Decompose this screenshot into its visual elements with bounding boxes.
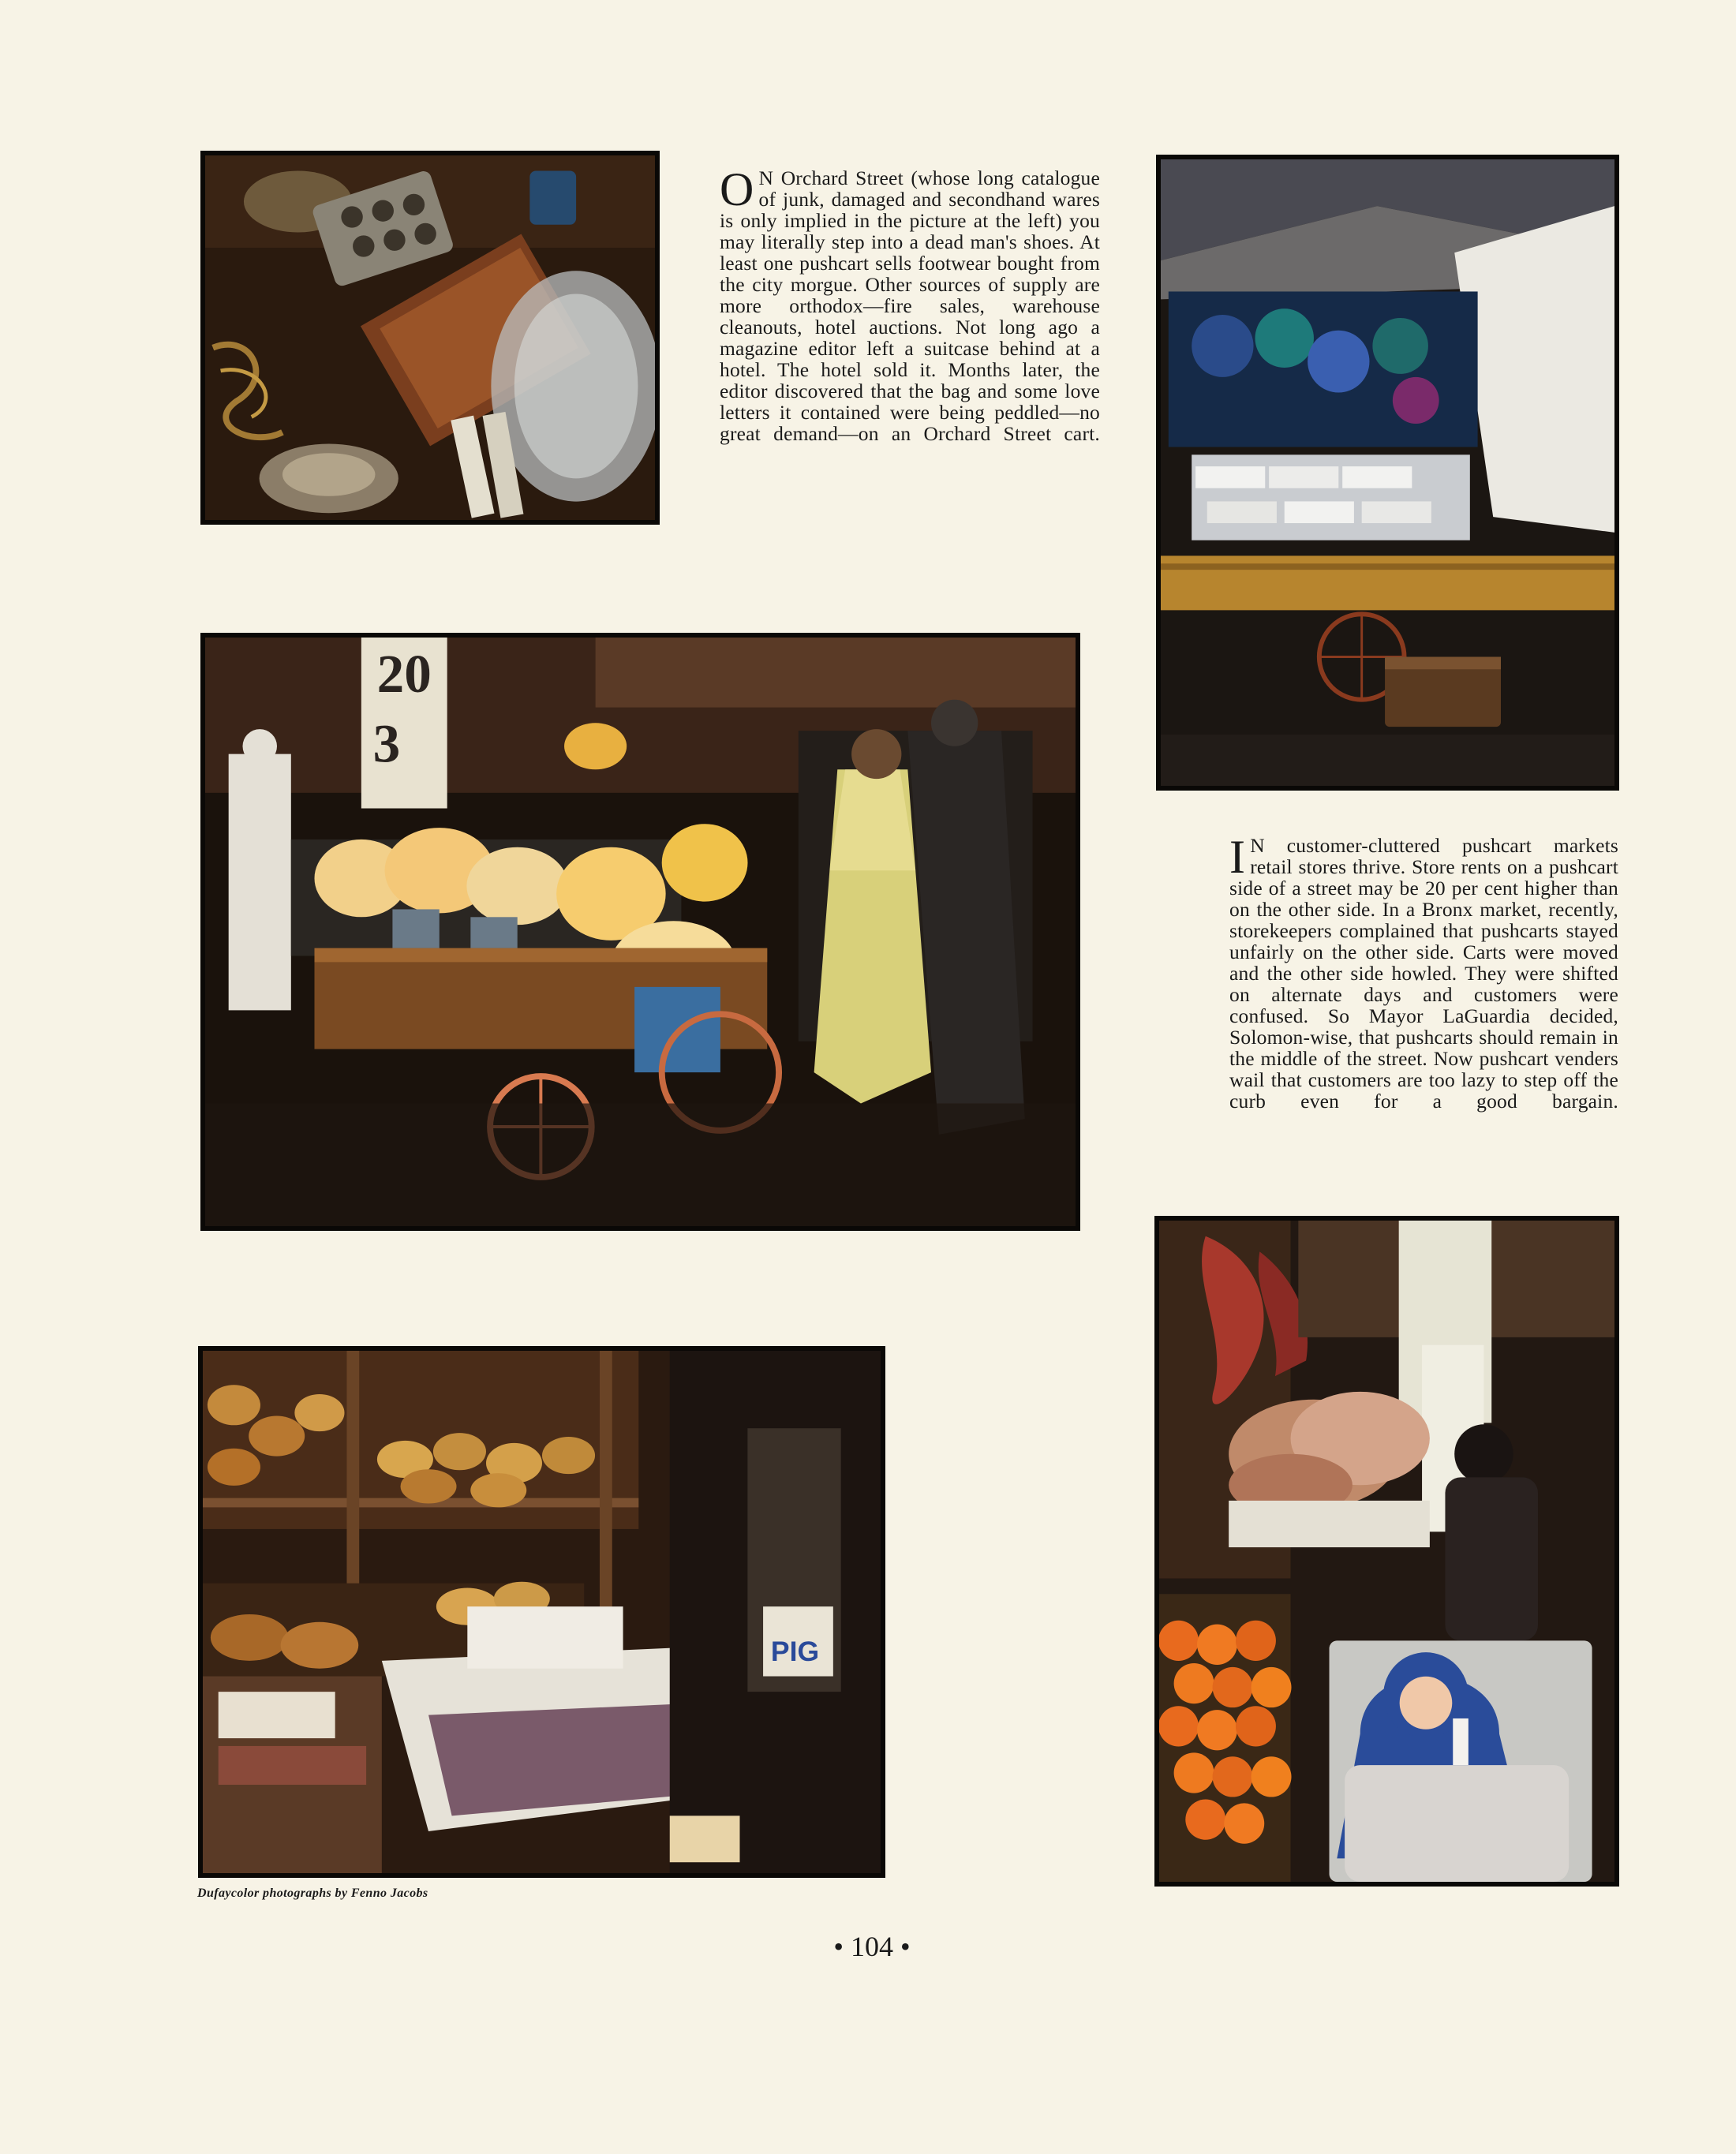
svg-text:20: 20 bbox=[376, 643, 432, 704]
article-pushcart-markets bbox=[1229, 831, 1618, 1113]
junk-wares-photo bbox=[200, 151, 660, 525]
photo-credit: Dufaycolor photographs by Fenno Jacobs bbox=[197, 1887, 428, 1900]
bread-stall-photo bbox=[198, 1346, 885, 1878]
svg-text:3: 3 bbox=[372, 712, 401, 774]
meat-market-baby-photo bbox=[1154, 1216, 1619, 1887]
svg-text:PIG: PIG bbox=[770, 1635, 820, 1667]
page-number: • 104 • bbox=[833, 1931, 911, 1962]
article-orchard-street bbox=[720, 163, 1100, 446]
dry-goods-cart-photo bbox=[1156, 155, 1619, 791]
article-body: N Orchard Street (whose long catalogue of junk, damaged and secondhand wares is only implied in the picture at the left) you may literally step into a dead man's shoes. At least one pushcart sells footwear bought from the city morgue. Other sources of supply are more orthodox—fire sales, warehouse cleanouts, hotel auctions. Not long ago a magazine editor left a suitcase behind at a hotel. The hotel sold it. Months later, the editor discovered that the bag and some love letters it contained were being peddled—no great demand—on an Orchard Street cart. bbox=[720, 166, 1100, 446]
dropcap: O bbox=[720, 163, 754, 215]
article-body: N customer-cluttered pushcart markets retail stores thrive. Store rents on a pushcart side of a street may be 20 per cent higher than on the other side. In a Bronx market, recently, storekeepers complained that pushcarts stayed unfairly on the other side. Carts were moved and the other side howled. They were shifted on alternate days and customers were confused. So Mayor LaGuardia decided, Solomon-wise, that pushcarts should remain in the middle of the street. Now pushcart venders wail that customers are too lazy to step off the curb even for a good bargain. bbox=[1229, 834, 1618, 1113]
flower-cart-photo bbox=[200, 633, 1080, 1231]
dropcap: I bbox=[1229, 831, 1246, 883]
